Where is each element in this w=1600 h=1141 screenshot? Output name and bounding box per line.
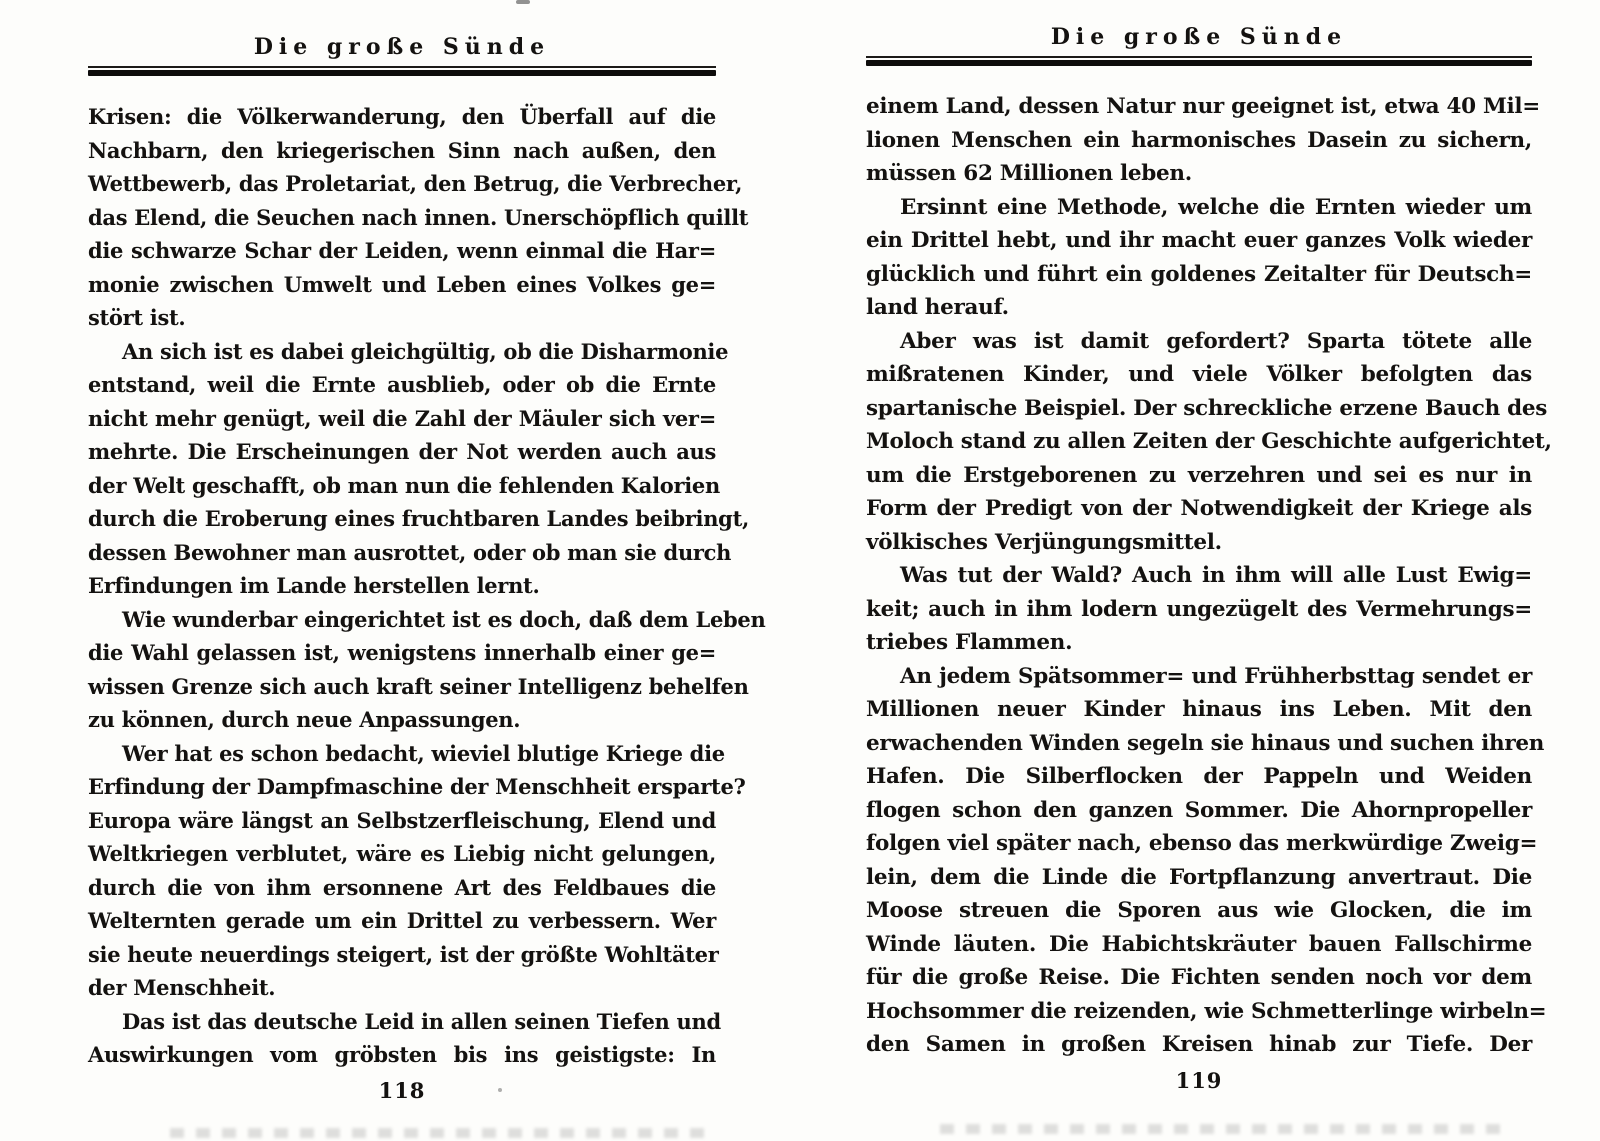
text-line: den Samen in großen Kreisen hinab zur Tiefe. Der bbox=[866, 1032, 1532, 1057]
text-line: mehrte. Die Erscheinungen der Not werden auch aus bbox=[88, 439, 716, 464]
text-line: Moloch stand zu allen Zeiten der Geschichte aufgerichtet, bbox=[866, 429, 1552, 454]
page-text-right bbox=[866, 90, 1552, 1062]
text-line: Ersinnt eine Methode, welche die Ernten wieder um bbox=[900, 194, 1532, 220]
text-line: nicht mehr genügt, weil die Zahl der Mäuler sich ver= bbox=[88, 405, 716, 431]
text-line: monie zwischen Umwelt und Leben eines Volkes ge= bbox=[88, 271, 716, 297]
page-number-right: 119 bbox=[1175, 1067, 1223, 1093]
text-line: entstand, weil die Ernte ausblieb, oder ob die Ernte bbox=[88, 372, 716, 397]
text-line: die Wahl gelassen ist, wenigstens innerhalb einer ge= bbox=[88, 640, 716, 665]
text-line: land herauf. bbox=[866, 295, 1009, 320]
text-line: Erfindung der Dampfmaschine der Menschheit ersparte? bbox=[88, 774, 746, 799]
text-line: lein, dem die Linde die Fortpflanzung anvertraut. Die bbox=[866, 864, 1532, 890]
text-line: glücklich und führt ein goldenes Zeitalter für Deutsch= bbox=[866, 261, 1532, 287]
running-header-right: Die große Sünde bbox=[1050, 24, 1348, 50]
text-line: durch die Eroberung eines fruchtbaren Landes beibringt, bbox=[88, 506, 749, 531]
text-line: Krisen: die Völkerwanderung, den Überfall auf die bbox=[88, 104, 716, 129]
page-number-left: 118 bbox=[378, 1077, 426, 1103]
rule-thick-line bbox=[866, 60, 1532, 66]
text-line: das Elend, die Seuchen nach innen. Unerschöpflich quillt bbox=[88, 204, 749, 230]
text-line: wissen Grenze sich auch kraft seiner Intelligenz behelfen bbox=[88, 673, 749, 699]
text-line: triebes Flammen. bbox=[866, 630, 1073, 655]
text-line: Weltkriegen verblutet, wäre es Liebig nicht gelungen, bbox=[88, 841, 716, 866]
text-line: die schwarze Schar der Leiden, wenn einmal die Har= bbox=[88, 238, 716, 263]
text-line: Erfindungen im Lande herstellen lernt. bbox=[88, 573, 540, 598]
rule-thick-line bbox=[88, 70, 716, 76]
text-line: müssen 62 Millionen leben. bbox=[866, 161, 1192, 186]
text-line: Millionen neuer Kinder hinaus ins Leben. Mit den bbox=[866, 697, 1532, 722]
page-119 bbox=[866, 0, 1552, 1093]
text-line: für die große Reise. Die Fichten senden noch vor dem bbox=[866, 965, 1532, 990]
text-line: sie heute neuerdings steigert, ist der größte Wohltäter bbox=[88, 941, 719, 967]
rule-thin-line bbox=[88, 66, 716, 68]
text-line: Nachbarn, den kriegerischen Sinn nach außen, den bbox=[88, 137, 716, 163]
text-line: folgen viel später nach, ebenso das merkwürdige Zweig= bbox=[866, 831, 1538, 856]
running-header-left: Die große Sünde bbox=[253, 34, 551, 60]
text-line: Wer hat es schon bedacht, wieviel blutige Kriege die bbox=[122, 740, 725, 766]
text-line: völkisches Verjüngungsmittel. bbox=[866, 529, 1222, 555]
text-line: ein Drittel hebt, und ihr macht euer ganzes Volk wieder bbox=[866, 228, 1532, 253]
text-line: Wie wunderbar eingerichtet ist es doch, daß dem Leben bbox=[122, 606, 766, 632]
text-line: Hochsommer die reizenden, wie Schmetterlinge wirbeln= bbox=[866, 998, 1547, 1024]
text-line: erwachenden Winden segeln sie hinaus und suchen ihren bbox=[866, 730, 1545, 756]
text-line: Wettbewerb, das Proletariat, den Betrug, die Verbrecher, bbox=[88, 171, 743, 196]
text-line: um die Erstgeborenen zu verzehren und sei es nur in bbox=[866, 462, 1532, 488]
text-line: Aber was ist damit gefordert? Sparta tötete alle bbox=[900, 328, 1532, 354]
text-line: Winde läuten. Die Habichtskräuter bauen Fallschirme bbox=[866, 931, 1532, 957]
text-line: einem Land, dessen Natur nur geeignet ist, etwa 40 Mil= bbox=[866, 94, 1540, 119]
text-line: Europa wäre längst an Selbstzerfleischung, Elend und bbox=[88, 807, 716, 833]
text-line: keit; auch in ihm lodern ungezügelt des Vermehrungs= bbox=[866, 596, 1532, 622]
text-line: zu können, durch neue Anpassungen. bbox=[88, 707, 521, 732]
text-line: spartanische Beispiel. Der schreckliche erzene Bauch des bbox=[866, 395, 1548, 421]
rule-thin-line bbox=[866, 56, 1532, 58]
scan-artifact bbox=[170, 1128, 710, 1138]
text-line: An sich ist es dabei gleichgültig, ob die Disharmonie bbox=[122, 338, 729, 364]
text-line: An jedem Spätsommer= und Frühherbsttag sendet er bbox=[900, 663, 1532, 689]
page-118 bbox=[88, 0, 766, 1103]
text-line: flogen schon den ganzen Sommer. Die Ahornpropeller bbox=[866, 797, 1532, 823]
text-line: Was tut der Wald? Auch in ihm will alle Lust Ewig= bbox=[900, 563, 1532, 588]
text-line: Moose streuen die Sporen aus wie Glocken, die im bbox=[866, 898, 1532, 923]
text-line: Welternten gerade um ein Drittel zu verbessern. Wer bbox=[88, 908, 716, 933]
text-line: stört ist. bbox=[88, 305, 186, 330]
text-line: dessen Bewohner man ausrottet, oder ob man sie durch bbox=[88, 539, 732, 565]
header-rule-right bbox=[866, 56, 1532, 66]
text-line: der Menschheit. bbox=[88, 975, 276, 1000]
text-line: Hafen. Die Silberflocken der Pappeln und Weiden bbox=[866, 764, 1532, 789]
text-line: Form der Predigt von der Notwendigkeit der Kriege als bbox=[866, 496, 1532, 521]
text-line: Auswirkungen vom gröbsten bis ins geistigste: In bbox=[88, 1042, 716, 1067]
text-line: Das ist das deutsche Leid in allen seinen Tiefen und bbox=[122, 1008, 721, 1034]
scan-artifact bbox=[940, 1124, 1500, 1134]
text-line: der Welt geschafft, ob man nun die fehlenden Kalorien bbox=[88, 472, 720, 498]
text-line: mißratenen Kinder, und viele Völker befolgten das bbox=[866, 362, 1532, 387]
text-line: durch die von ihm ersonnene Art des Feldbaues die bbox=[88, 874, 716, 900]
header-rule-left bbox=[88, 66, 716, 76]
page-text-left bbox=[88, 100, 766, 1072]
text-line: lionen Menschen ein harmonisches Dasein zu sichern, bbox=[866, 127, 1532, 153]
